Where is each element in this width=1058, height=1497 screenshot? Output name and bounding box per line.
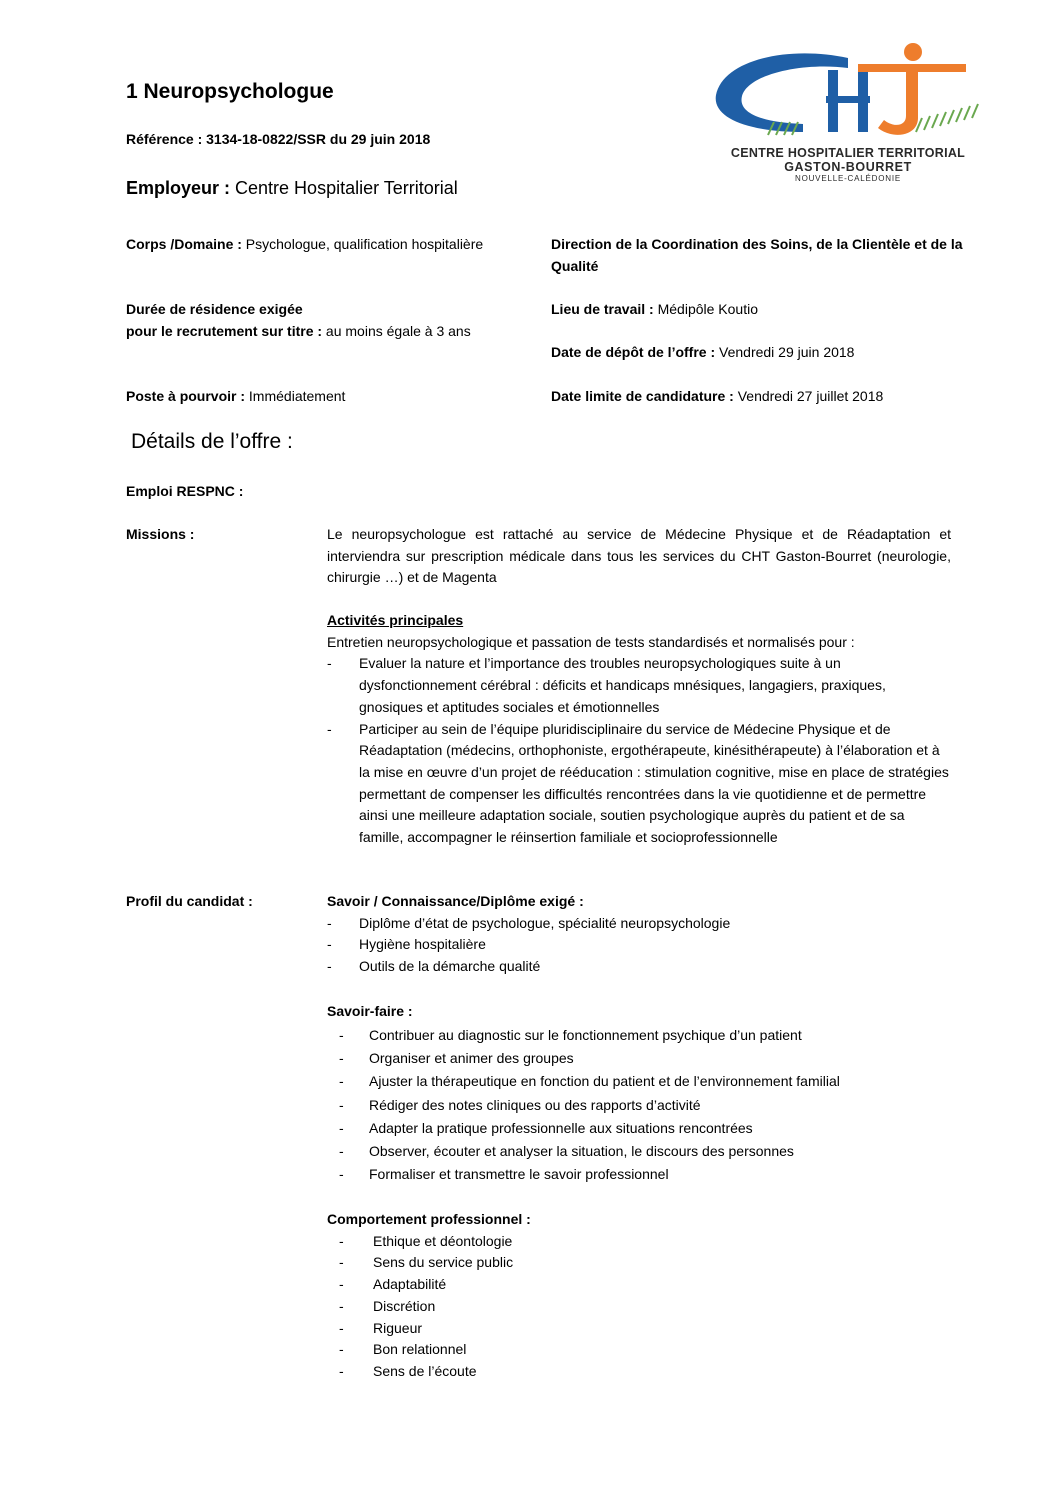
corps-domaine [126,233,486,255]
logo-line2: GASTON-BOURRET [784,160,912,174]
lieu-travail [551,298,758,320]
emploi-label: Emploi RESPNC : [126,483,244,499]
duree-label1: Durée de résidence exigée [126,301,303,317]
duree-residence [126,298,546,342]
activites-intro: Entretien neuropsychologique et passation de tests standardisés et normalisés pour : [327,633,855,650]
cht-logo-graphic [708,40,988,150]
list-item: - Diplôme d’état de psychologue, spécialité neuropsychologie [327,913,951,935]
savoir-faire-section [327,1001,951,1187]
list-item: - Sens de l’écoute [327,1361,951,1383]
logo-line3: NOUVELLE-CALÉDONIE [795,174,901,183]
logo-h-cross [826,96,870,103]
poste-value: Immédiatement [245,388,346,404]
direction-text: Direction de la Coordination des Soins, de la Clientèle et de la Qualité [551,236,963,274]
list-item: - Outils de la démarche qualité [327,956,951,978]
corps-label: Corps /Domaine : [126,236,242,252]
list-item: - Rigueur [327,1318,951,1340]
list-item: - Adapter la pratique professionnelle aux situations rencontrées [327,1117,951,1140]
poste-pourvoir [126,385,345,407]
reference: Référence : 3134-18-0822/SSR du 29 juin 2018 [126,131,431,147]
cht-logo [708,40,988,185]
logo-line1: CENTRE HOSPITALIER TERRITORIAL [730,146,966,160]
list-item: - Organiser et animer des groupes [327,1047,951,1070]
poste-label: Poste à pourvoir : [126,388,246,404]
depot-label: Date de dépôt de l’offre : [551,344,716,360]
employer [126,178,458,199]
list-item: - Hygiène hospitalière [327,934,951,956]
logo-t-stem [878,70,918,135]
list-item: - Contribuer au diagnostic sur le fonctionnement psychique d’un patient [327,1024,951,1047]
date-limite [551,385,883,407]
date-depot [551,341,854,363]
savoir-faire-heading: Savoir-faire : [327,1003,413,1019]
depot-value: Vendredi 29 juin 2018 [715,344,855,360]
savoir-section [327,891,951,978]
employer-label: Employeur : [126,178,231,198]
profil-label: Profil du candidat : [126,893,253,909]
logo-head [904,43,922,61]
missions-text: Le neuropsychologue est rattaché au service de Médecine Physique et de Réadaptation et interviendra sur prescription médicale dans tous les services du CHT Gaston-Bourret (neurologie, chirurgie …) et de Magenta [327,526,951,586]
limite-label: Date limite de candidature : [551,388,734,404]
duree-label2: pour le recrutement sur titre : [126,323,323,339]
limite-value: Vendredi 27 juillet 2018 [733,388,884,404]
details-heading: Détails de l’offre : [131,430,293,453]
page-title: 1 Neuropsychologue [126,80,334,103]
employer-value: Centre Hospitalier Territorial [230,178,458,198]
list-item: - Discrétion [327,1296,951,1318]
list-item: - Ajuster la thérapeutique en fonction du patient et de l’environnement familial [327,1070,951,1093]
duree-value: au moins égale à 3 ans [322,323,471,339]
list-item: - Rédiger des notes cliniques ou des rapports d’activité [327,1094,951,1117]
activites-list [327,653,951,848]
savoir-heading: Savoir / Connaissance/Diplôme exigé : [327,893,584,909]
list-item: - Formaliser et transmettre le savoir professionnel [327,1163,951,1186]
savoir-faire-list [327,1024,951,1187]
list-item: - Bon relationnel [327,1339,951,1361]
list-item: - Evaluer la nature et l’importance des troubles neuropsychologiques suite à un dysfonctionnement cérébral : déficits et handicaps mnésiques, langagiers, praxiques, gnosiques et aptitudes sociales et émotionnelles [327,653,951,718]
lieu-label: Lieu de travail : [551,301,654,317]
lieu-value: Médipôle Koutio [653,301,758,317]
comportement-heading: Comportement professionnel : [327,1211,531,1227]
list-item: - Participer au sein de l’équipe pluridisciplinaire du service de Médecine Physique et de Réadaptation (médecins, orthophoniste, ergothérapeute, kinésithérapeute) à l’élaboration et à la mise en œuvre d’un projet de rééducation : stimulation cognitive, mise en place de stratégies permettant de compenser les difficultés rencontrées dans la vie quotidienne et de permettre ainsi une meilleure adaptation sociale, soutien psychologique auprès du patient et de sa famille, accompagner le réinsertion familiale et socioprofessionnelle [327,719,951,849]
list-item: - Ethique et déontologie [327,1231,951,1253]
list-item: - Adaptabilité [327,1274,951,1296]
comportement-section [327,1209,951,1383]
savoir-list [327,913,951,978]
corps-value: Psychologue, qualification hospitalière [241,236,484,252]
direction [551,233,971,277]
missions-label: Missions : [126,526,195,542]
list-item: - Observer, écouter et analyser la situation, le discours des personnes [327,1140,951,1163]
list-item: - Sens du service public [327,1252,951,1274]
activites-section [327,610,951,849]
comportement-list [327,1231,951,1383]
activites-heading: Activités principales [327,612,464,628]
